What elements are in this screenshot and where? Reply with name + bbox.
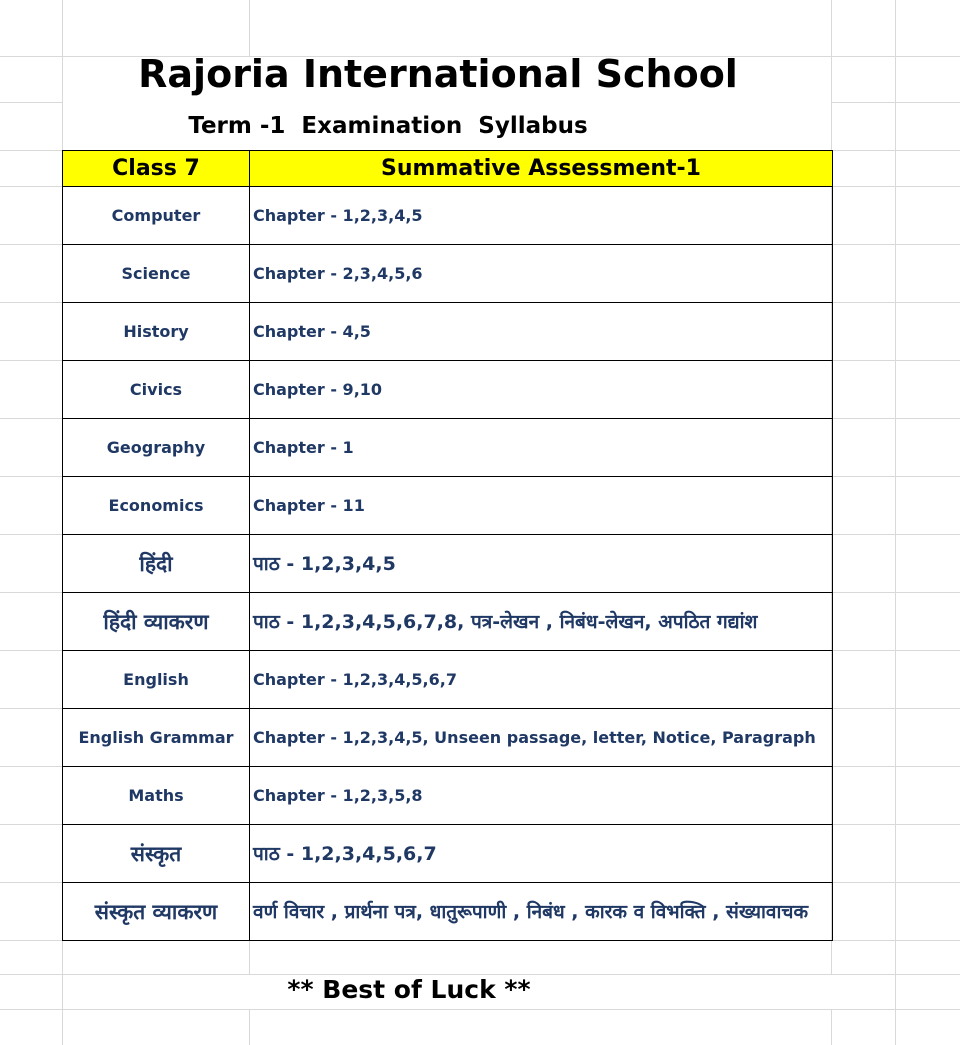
class-label: Class 7 xyxy=(63,151,250,187)
subject-cell: Geography xyxy=(63,419,250,477)
subject-cell: Maths xyxy=(63,767,250,825)
syllabus-cell: पाठ - 1,2,3,4,5,6,7,8, पत्र-लेखन , निबंध-लेखन, अपठित गद्यांश xyxy=(250,593,833,651)
subject-cell: English xyxy=(63,651,250,709)
table-header-row xyxy=(63,151,833,187)
subject-cell: Economics xyxy=(63,477,250,535)
syllabus-cell: Chapter - 1,2,3,4,5, Unseen passage, letter, Notice, Paragraph xyxy=(250,709,833,767)
subject-cell: संस्कृत xyxy=(63,825,250,883)
table-row xyxy=(63,477,833,535)
table-row xyxy=(63,535,833,593)
table-row xyxy=(63,303,833,361)
table-row xyxy=(63,361,833,419)
syllabus-cell: Chapter - 4,5 xyxy=(250,303,833,361)
exam-title: Term -1 Examination Syllabus xyxy=(188,113,588,139)
table-row xyxy=(63,883,833,941)
table-row xyxy=(63,709,833,767)
syllabus-cell: पाठ - 1,2,3,4,5,6,7 xyxy=(250,825,833,883)
school-name: Rajoria International School xyxy=(138,52,738,96)
table-row xyxy=(63,825,833,883)
subject-cell: Computer xyxy=(63,187,250,245)
subject-cell: Science xyxy=(63,245,250,303)
table-row xyxy=(63,593,833,651)
syllabus-cell: Chapter - 9,10 xyxy=(250,361,833,419)
subject-cell: History xyxy=(63,303,250,361)
syllabus-cell: Chapter - 1,2,3,5,8 xyxy=(250,767,833,825)
table-row xyxy=(63,419,833,477)
syllabus-cell: Chapter - 11 xyxy=(250,477,833,535)
syllabus-cell: Chapter - 1,2,3,4,5,6,7 xyxy=(250,651,833,709)
syllabus-cell: पाठ - 1,2,3,4,5 xyxy=(250,535,833,593)
syllabus-table xyxy=(62,150,833,941)
table-row xyxy=(63,187,833,245)
subject-cell: हिंदी xyxy=(63,535,250,593)
syllabus-cell: Chapter - 1 xyxy=(250,419,833,477)
footer-message: ** Best of Luck ** xyxy=(287,975,531,1004)
subject-cell: संस्कृत व्याकरण xyxy=(63,883,250,941)
subject-cell: Civics xyxy=(63,361,250,419)
table-row xyxy=(63,245,833,303)
syllabus-cell: Chapter - 2,3,4,5,6 xyxy=(250,245,833,303)
syllabus-cell: वर्ण विचार , प्रार्थना पत्र, धातुरूपाणी , निबंध , कारक व विभक्ति , संख्यावाचक xyxy=(250,883,833,941)
subject-cell: English Grammar xyxy=(63,709,250,767)
table-row xyxy=(63,767,833,825)
assessment-label: Summative Assessment-1 xyxy=(250,151,833,187)
subject-cell: हिंदी व्याकरण xyxy=(63,593,250,651)
syllabus-cell: Chapter - 1,2,3,4,5 xyxy=(250,187,833,245)
table-row xyxy=(63,651,833,709)
